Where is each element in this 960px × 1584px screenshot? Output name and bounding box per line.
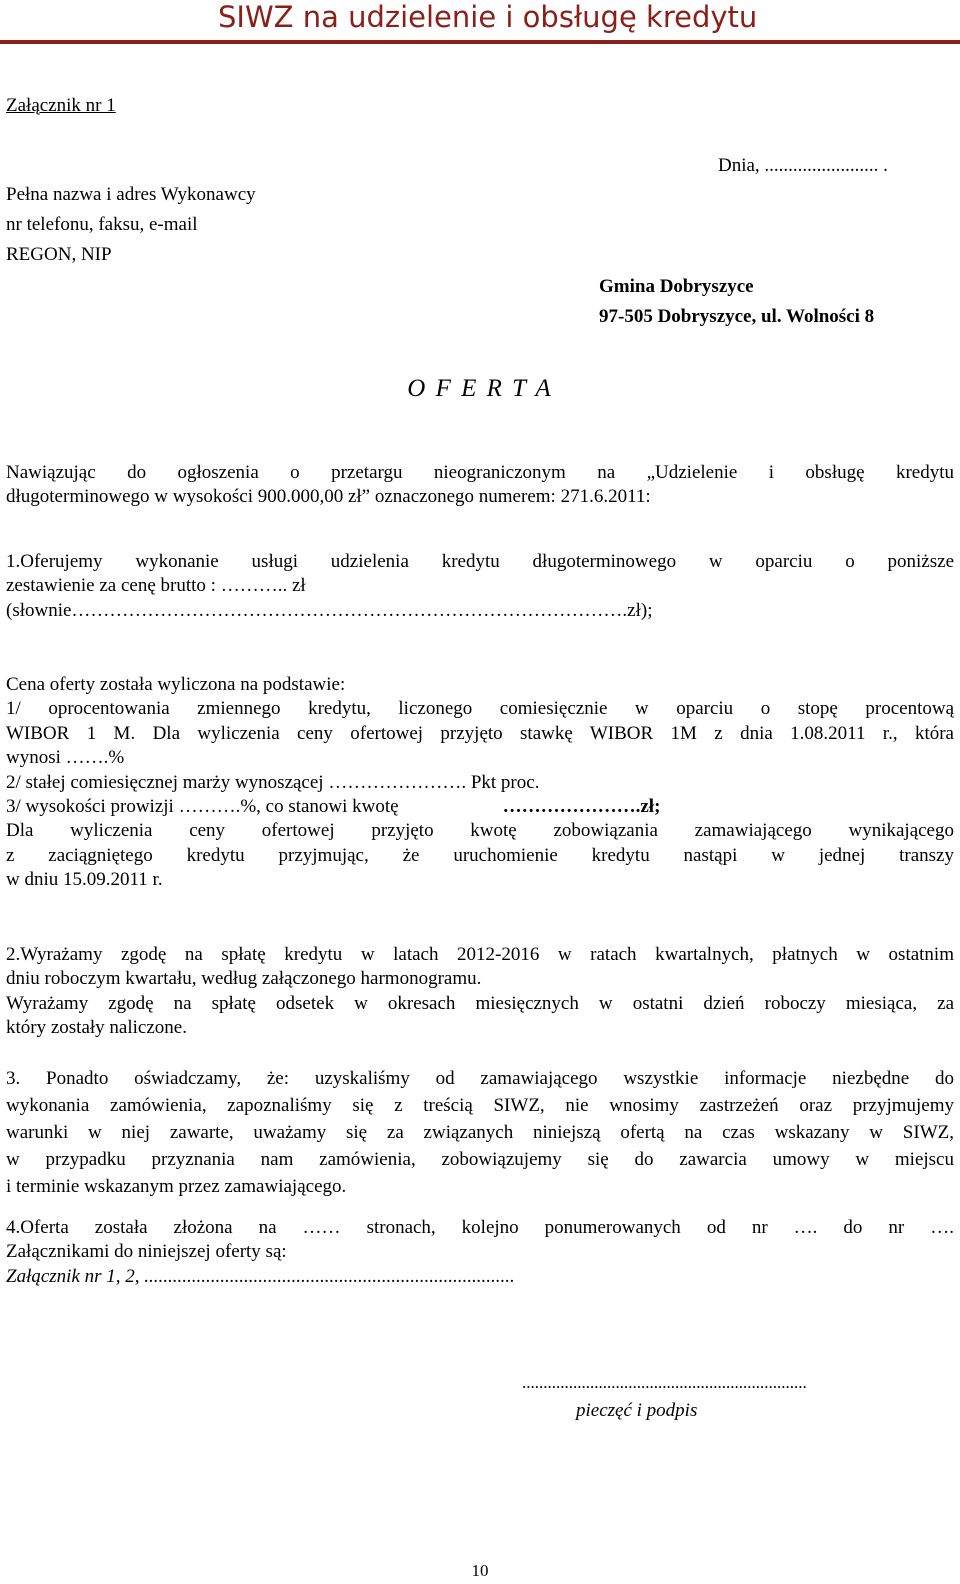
section-3-line: warunki w niej zawarte, uważamy się za związanych niniejszą ofertą na czas wskazany w SIWZ, (6, 1122, 954, 1143)
pricing-item-1-line: wynosi …….% (6, 747, 125, 769)
pricing-section (6, 673, 954, 893)
section-2-line: który zostały naliczone. (6, 1017, 187, 1039)
section-2-line: 2.Wyrażamy zgodę na spłatę kredytu w latach 2012-2016 w ratach kwartalnych, płatnych w ostatnim (6, 944, 954, 965)
section-2-line: Wyrażamy zgodę na spłatę odsetek w okresach miesięcznych w ostatni dzień roboczy miesiąca, za (6, 992, 954, 1014)
section-3-line: 3. Ponadto oświadczamy, że: uzyskaliśmy od zamawiającego wszystkie informacje niezbędne do (6, 1068, 954, 1089)
commission-text: 3/ wysokości prowizji ……….%, co stanowi kwotę (6, 795, 399, 817)
header-title: SIWZ na udzielenie i obsługę kredytu (218, 0, 758, 34)
pricing-item-3-line: Dla wyliczenia ceny ofertowej przyjęto kwotę zobowiązania zamawiającego wynikającego (6, 820, 954, 842)
page-number: 10 (471, 1561, 489, 1580)
date-line: Dnia, ........................ . (718, 155, 888, 176)
header-rule (0, 40, 960, 44)
section-2 (6, 943, 954, 1041)
section-1-line: zestawienie za cenę brutto : ……….. zł (6, 575, 306, 597)
commission-amount: ………………….zł; (502, 795, 661, 817)
section-1-line: 1.Oferujemy wykonanie usługi udzielenia kredytu długoterminowego w oparciu o poniższe (6, 551, 954, 572)
contractor-ids-line: REGON, NIP (6, 244, 112, 265)
pricing-item-3-line: w dniu 15.09.2011 r. (6, 869, 163, 891)
section-3-line: w przypadku przyznania nam zamówienia, zobowiązujemy się do zawarcia umowy w miejscu (6, 1149, 954, 1170)
section-3-line: i terminie wskazanym przez zamawiającego. (6, 1176, 347, 1197)
section-4 (6, 1216, 954, 1289)
pricing-item-1-line: WIBOR 1 M. Dla wyliczenia ceny ofertowej przyjęto stawkę WIBOR 1M z dnia 1.08.2011 r., która (6, 722, 954, 744)
signature-label: pieczęć i podpis (576, 1400, 698, 1421)
pricing-item-2: 2/ stałej comiesięcznej marży wynoszącej …………………. Pkt proc. (6, 771, 540, 793)
attachments-list: Załącznik nr 1, 2, .............................................................................. (6, 1265, 515, 1287)
pricing-heading: Cena oferty została wyliczona na podstawie: (6, 674, 346, 695)
section-4-line: 4.Oferta została złożona na …… stronach, kolejno ponumerowanych od nr …. do nr …. (6, 1217, 954, 1238)
section-1-line: (słownie…………………………………………………………………………….zł); (6, 599, 653, 621)
recipient-name: Gmina Dobryszyce (599, 276, 754, 297)
intro-line: Nawiązując do ogłoszenia o przetargu nieograniczonym na „Udzielenie i obsługę kredytu (6, 462, 954, 483)
section-3 (6, 1065, 954, 1200)
intro-paragraph (6, 461, 954, 510)
attachment-label: Załącznik nr 1 (6, 95, 116, 116)
pricing-item-1-line: 1/ oprocentowania zmiennego kredytu, liczonego comiesięcznie w oparciu o stopę procentową (6, 698, 954, 720)
recipient-address: 97-505 Dobryszyce, ul. Wolności 8 (599, 306, 875, 327)
section-4-line: Załącznikami do niniejszej oferty są: (6, 1241, 287, 1263)
section-2-line: dniu roboczym kwartału, według załączonego harmonogramu. (6, 968, 482, 990)
signature-dots: ................................................................... (522, 1373, 807, 1392)
intro-line: długoterminowego w wysokości 900.000,00 zł” oznaczonego numerem: 271.6.2011: (6, 486, 651, 508)
contractor-contact-line: nr telefonu, faksu, e-mail (6, 214, 198, 235)
section-3-line: wykonania zamówienia, zapoznaliśmy się z treścią SIWZ, nie wnosimy zastrzeżeń oraz przyjmujemy (6, 1095, 954, 1116)
pricing-item-3-line (6, 795, 954, 819)
offer-title: O F E R T A (407, 375, 553, 402)
pricing-item-3-line: z zaciągniętego kredytu przyjmując, że uruchomienie kredytu nastąpi w jednej transzy (6, 844, 954, 866)
page-header (0, 0, 960, 46)
section-1 (6, 550, 954, 623)
contractor-name-line: Pełna nazwa i adres Wykonawcy (6, 184, 256, 205)
